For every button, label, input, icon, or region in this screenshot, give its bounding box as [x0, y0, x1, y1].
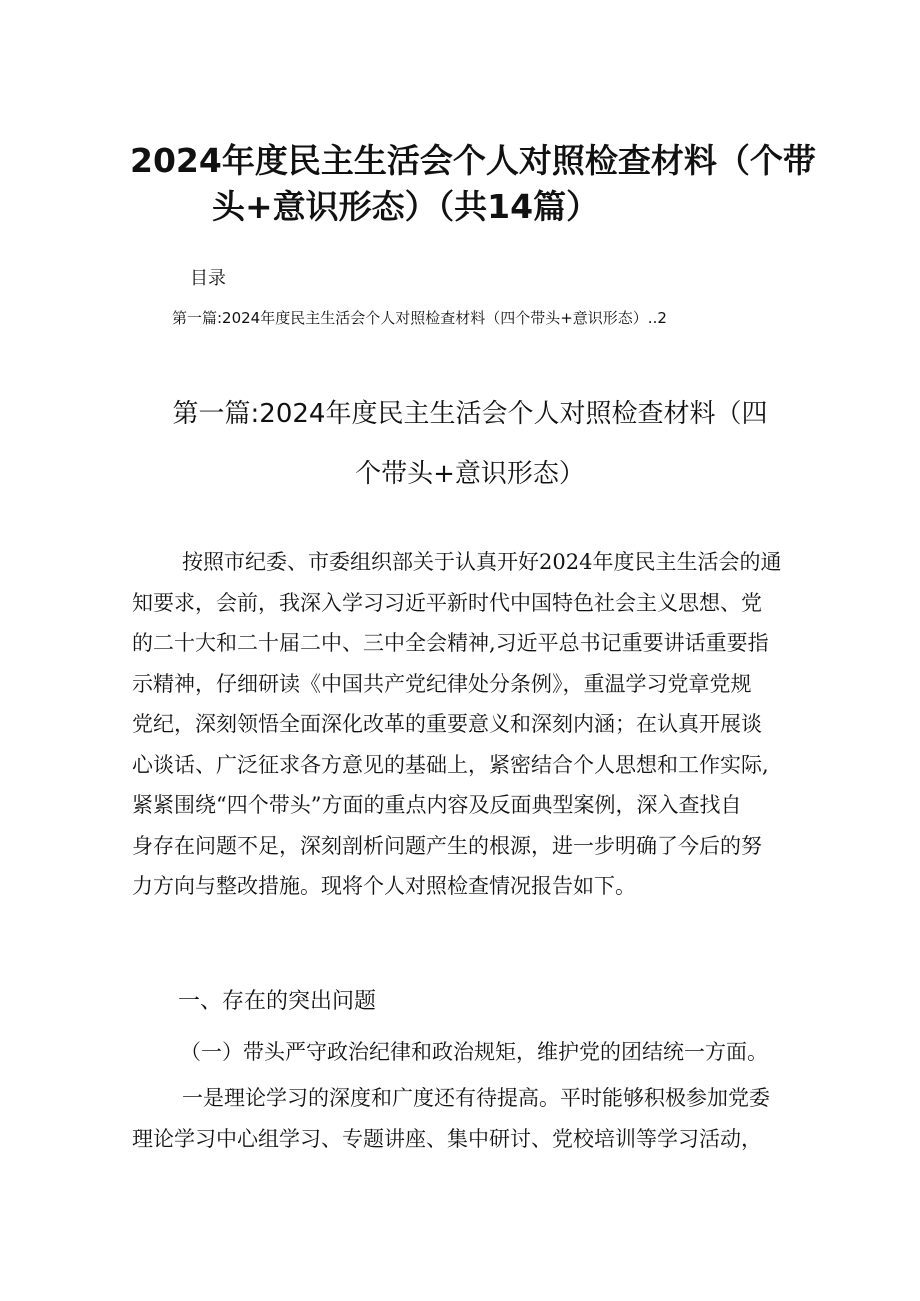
intro-line: 心谈话、广泛征求各方意见的基础上，紧密结合个人思想和工作实际,: [132, 752, 769, 777]
heading-problems: 一、存在的突出问题: [178, 989, 377, 1014]
toc-entry-link[interactable]: 第一篇:2024年度民主生活会个人对照检查材料（四个带头+意识形态）..2: [172, 309, 667, 327]
intro-line: 身存在问题不足，深刻剖析问题产生的根源，进一步明确了今后的努: [132, 833, 762, 858]
section-title-line-2: 个带头+意识形态）: [355, 459, 585, 489]
document-title: [130, 138, 816, 230]
intro-line: 的二十大和二十届二中、三中全会精神,习近平总书记重要讲话重要指: [132, 631, 769, 655]
section-title-line-1: 第一篇:2024年度民主生活会个人对照检查材料（四: [172, 399, 768, 429]
intro-paragraph: [132, 542, 792, 907]
intro-line: 力方向与整改措施。现将个人对照检查情况报告如下。: [132, 874, 636, 898]
section-title: [130, 384, 810, 504]
document-title-line-2: 头+意识形态）（共14篇）: [212, 187, 600, 226]
intro-line: 示精神，仔细研读《中国共产党纪律处分条例》，重温学习党章党规: [132, 671, 752, 696]
paragraph-line: 理论学习中心组学习、专题讲座、集中研讨、党校培训等学习活动，: [132, 1126, 762, 1151]
intro-line: 党纪，深刻领悟全面深化改革的重要意义和深刻内涵；在认真开展谈: [132, 712, 762, 736]
paragraph-line: 一是理论学习的深度和广度还有待提高。平时能够积极参加党委: [182, 1086, 770, 1110]
intro-line: 按照市纪委、市委组织部关于认真开好2024年度民主生活会的通: [182, 550, 782, 574]
intro-line: 紧紧围绕“四个带头”方面的重点内容及反面典型案例，深入查找自: [132, 793, 742, 817]
theory-study-paragraph: [132, 1078, 792, 1159]
intro-line: 知要求，会前，我深入学习习近平新时代中国特色社会主义思想、党: [132, 590, 762, 615]
toc-heading: 目录: [190, 268, 226, 289]
sub-heading-political-discipline: （一）带头严守政治纪律和政治规矩，维护党的团结统一方面。: [180, 1040, 768, 1064]
document-title-line-1: 2024年度民主生活会个人对照检查材料（个带: [130, 141, 816, 180]
